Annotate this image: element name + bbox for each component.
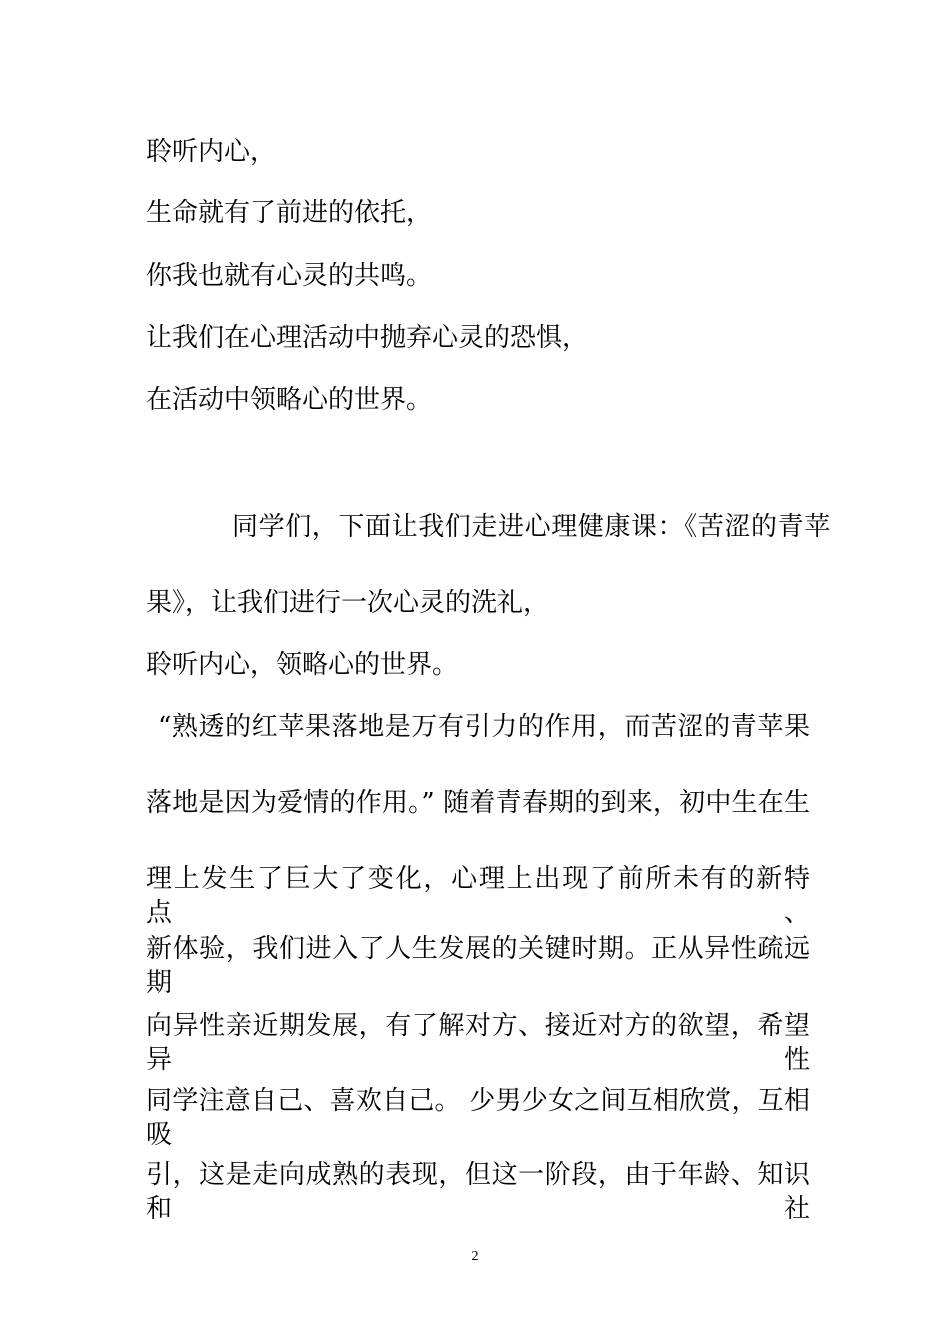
body-line-2: 落地是因为爱情的作用。” 随着青春期的到来，初中生在生 [146,788,810,818]
body-line-4: 新体验，我们进入了人生发展的关键时期。正从异性疏远期 [146,934,810,998]
body-line-1: “熟透的红苹果落地是万有引力的作用，而苦涩的青苹果 [158,712,810,742]
intro-line-1: 同学们，下面让我们走进心理健康课：《苦涩的青苹 [232,512,831,542]
intro-line-2: 果》，让我们进行一次心灵的洗礼， [146,588,550,618]
poem-line-1: 聆听内心， [146,137,277,167]
poem-line-3: 你我也就有心灵的共鸣。 [146,261,433,291]
body-line-3: 理上发生了巨大了变化，心理上出现了前所未有的新特点、 [146,864,810,928]
poem-line-4: 让我们在心理活动中抛弃心灵的恐惧， [146,323,589,353]
poem-line-2: 生命就有了前进的依托， [146,198,433,228]
page-number: 2 [471,1249,479,1264]
body-line-5: 向异性亲近期发展，有了解对方、接近对方的欲望，希望异性 [146,1011,810,1075]
intro-line-3: 聆听内心，领略心的世界。 [146,650,459,680]
body-line-6: 同学注意自己、喜欢自己。 少男少女之间互相欣赏，互相吸 [146,1086,810,1150]
poem-line-5: 在活动中领略心的世界。 [146,385,433,415]
body-line-7: 引，这是走向成熟的表现，但这一阶段，由于年龄、知识和社 [146,1160,810,1224]
